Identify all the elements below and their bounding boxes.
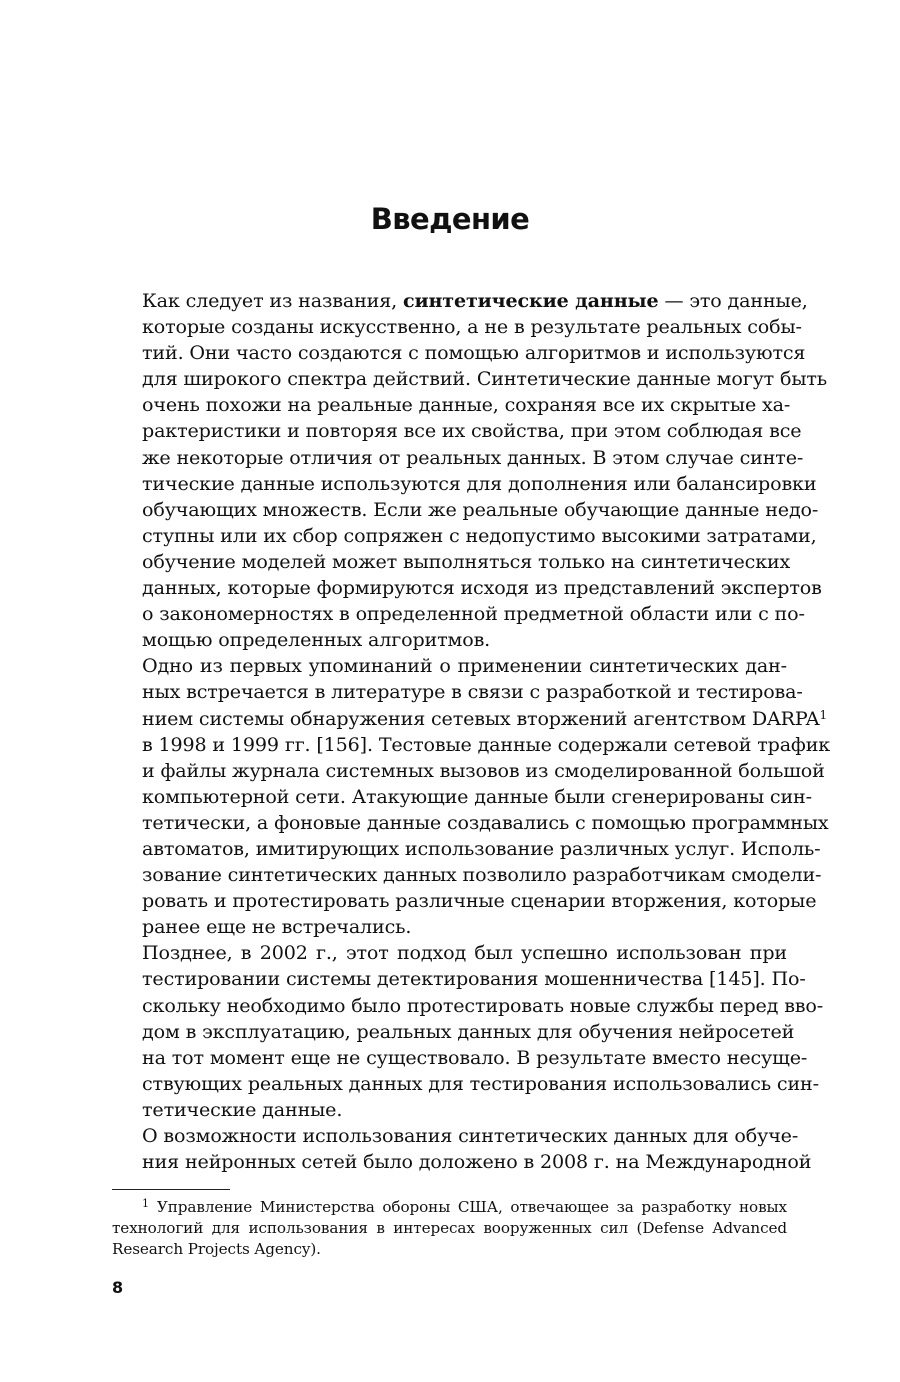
text-line: обучающих множеств. Если же реальные обучающие данные недо- <box>142 497 819 521</box>
text-line: ступны или их сбор сопряжен с недопустимо высокими затратами, <box>142 523 817 547</box>
text-line: ровать и протестировать различные сценарии вторжения, которые <box>142 889 817 913</box>
text-line: автоматов, имитирующих использование различных услуг. Исполь- <box>142 836 821 860</box>
paragraph-2 <box>112 653 831 940</box>
text-line: ных встречается в литературе в связи с разработкой и тестирова- <box>142 680 803 704</box>
text-line: же некоторые отличия от реальных данных. В этом случае синте- <box>142 445 804 469</box>
text-line: ствующих реальных данных для тестирования использовались син- <box>142 1071 819 1095</box>
text-line: тические данные используются для дополнения или балансировки <box>142 471 817 495</box>
footnote <box>112 1197 787 1260</box>
bold-term: синтетические данные <box>402 289 659 312</box>
text-line: данных, которые формируются исходя из представлений экспертов <box>142 576 822 600</box>
text-line: и файлы журнала системных вызовов из смоделированной большой <box>142 758 825 782</box>
text-line: дом в эксплуатацию, реальных данных для обучения нейросетей <box>142 1019 795 1043</box>
text-line: на тот момент еще не существовало. В результате вместо несуще- <box>142 1045 808 1069</box>
text-line: тий. Они часто создаются с помощью алгоритмов и используются <box>142 341 806 365</box>
text-line: о закономерностях в определенной предметной области или с по- <box>142 602 805 626</box>
text-line: для широкого спектра действий. Синтетические данные могут быть <box>142 367 828 391</box>
text-line: зование синтетических данных позволило разработчикам смодели- <box>142 863 822 887</box>
text-line: Как следует из названия, синтетические данные — это данные, <box>142 289 808 312</box>
text-line: Позднее, в 2002 г., этот подход был успешно использован при <box>142 941 787 965</box>
text-line: тетически, а фоновые данные создавались с помощью программных <box>142 810 829 834</box>
text-line: очень похожи на реальные данные, сохраняя все их скрытые ха- <box>142 393 791 417</box>
footnote-line: $^1$ Управление Министерства обороны США, отвечающее за разработку новых <box>142 1197 787 1216</box>
text-line: обучение моделей может выполняться только на синтетических <box>142 549 791 573</box>
chapter-title: Введение <box>370 202 530 236</box>
text-line: ранее еще не встречались. <box>142 915 412 939</box>
text-line: Одно из первых упоминаний о применении синтетических дан- <box>142 654 787 678</box>
footnote-reference[interactable]: 1 <box>819 707 827 722</box>
text-line: нием системы обнаружения сетевых вторжений агентством DARPA$^1$ <box>142 706 827 730</box>
paragraph-4 <box>112 1123 812 1175</box>
paragraph-1 <box>112 288 828 653</box>
page-number: 8 <box>112 1278 124 1297</box>
footnote-divider <box>112 1189 230 1190</box>
text-line: тетические данные. <box>142 1097 343 1121</box>
text-line: тестировании системы детектирования мошенничества [145]. По- <box>142 967 806 991</box>
text-line: которые созданы искусственно, а не в результате реальных собы- <box>142 315 802 339</box>
text-line: скольку необходимо было протестировать новые службы перед вво- <box>142 993 824 1017</box>
footnote-line: технологий для использования в интересах вооруженных сил (Defense Advanced <box>112 1219 787 1237</box>
text-line: мощью определенных алгоритмов. <box>142 628 491 652</box>
text-line: рактеристики и повторяя все их свойства, при этом соблюдая все <box>142 419 802 443</box>
footnote-mark: 1 <box>142 1197 149 1210</box>
text-line: О возможности использования синтетических данных для обуче- <box>142 1124 799 1147</box>
paragraph-3 <box>112 940 824 1123</box>
text-line: в 1998 и 1999 гг. [156]. Тестовые данные содержали сетевой трафик <box>142 732 831 756</box>
body-text <box>112 288 831 1175</box>
text-line: компьютерной сети. Атакующие данные были сгенерированы син- <box>142 784 812 808</box>
text-line: ния нейронных сетей было доложено в 2008 г. на Международной <box>142 1150 812 1174</box>
footnote-line: Research Projects Agency). <box>112 1240 321 1258</box>
